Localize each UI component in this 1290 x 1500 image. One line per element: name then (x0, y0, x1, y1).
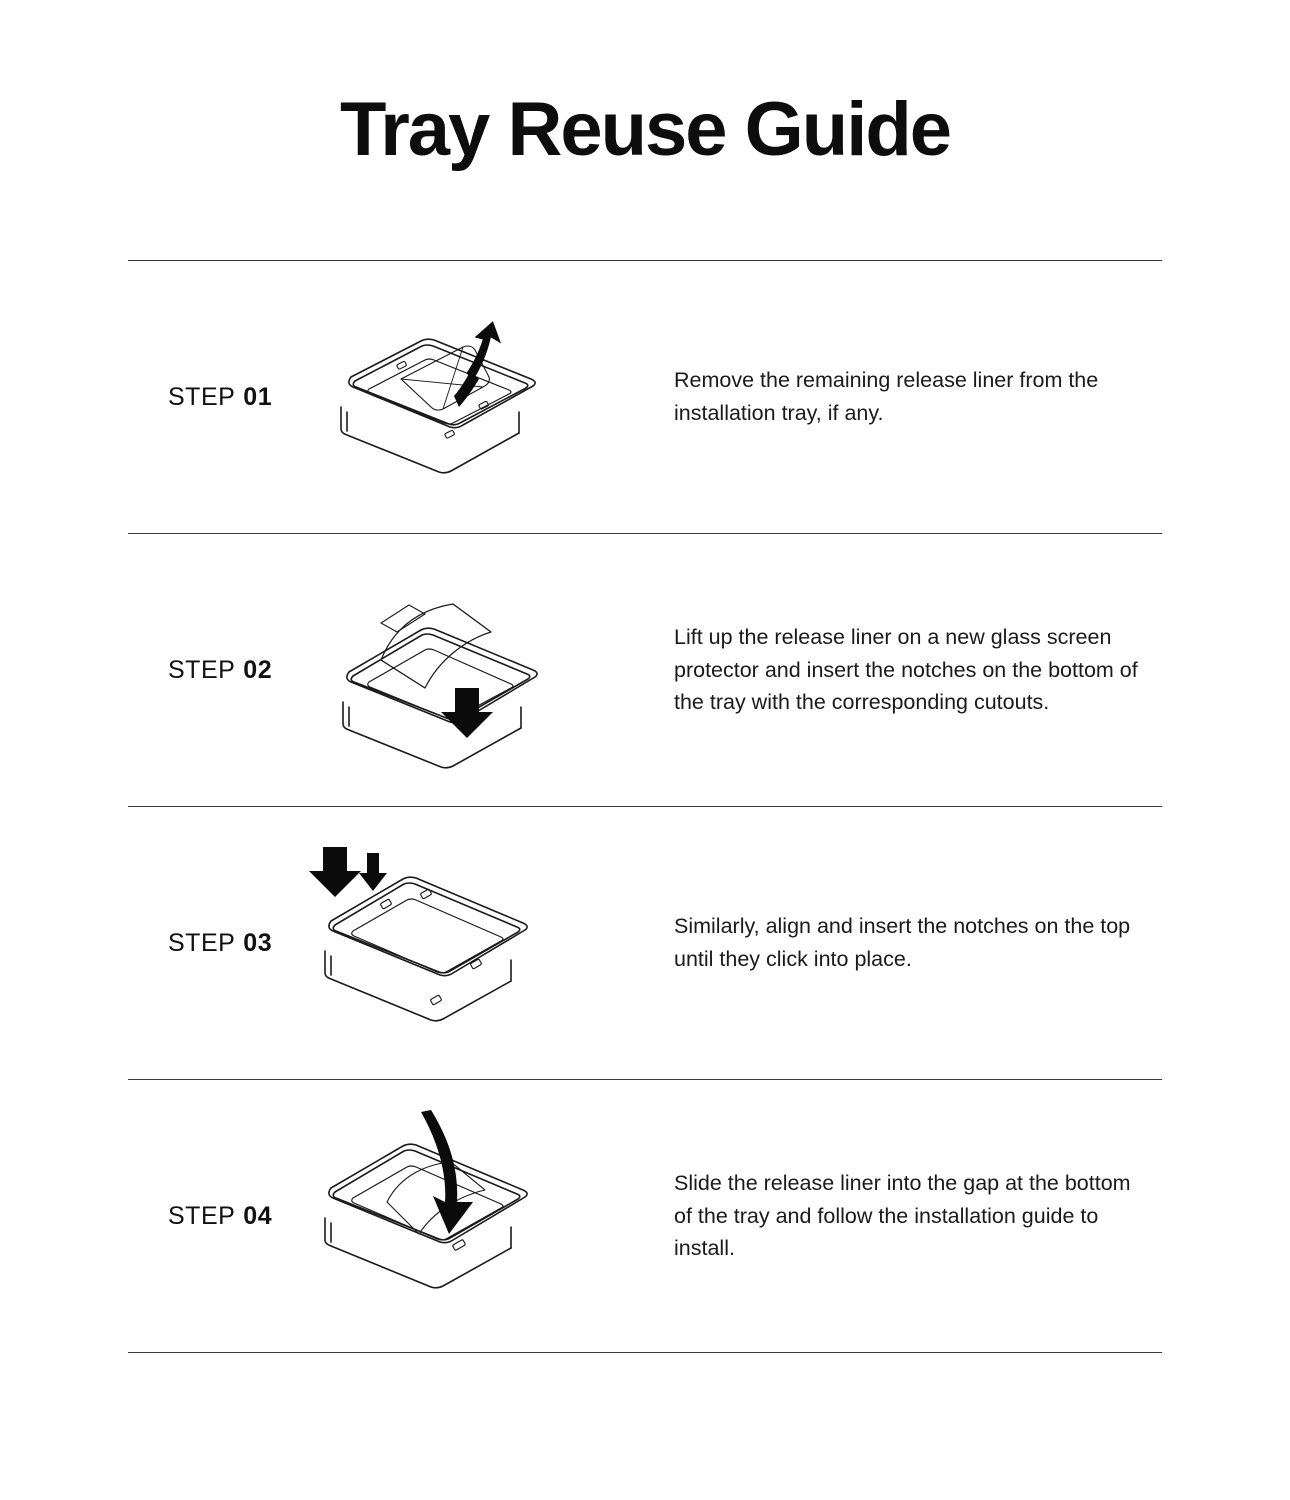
step-number: 03 (243, 928, 273, 957)
step-description (598, 1167, 1162, 1265)
step-description (598, 621, 1162, 719)
page-title: Tray Reuse Guide (339, 87, 951, 172)
step-description (598, 910, 1162, 975)
step-illustration (298, 1105, 598, 1335)
list-item (128, 534, 1162, 806)
tray-insert-top-notches-icon (303, 839, 593, 1059)
list-item (128, 807, 1162, 1079)
step-illustration (298, 555, 598, 785)
step-label (128, 656, 298, 685)
step-description-text: Remove the remaining release liner from the installation tray, if any. (674, 368, 1099, 425)
step-number: 02 (243, 655, 273, 684)
arrow-down-icon (441, 688, 493, 738)
step-label (128, 383, 298, 412)
step-label-word: STEP (168, 1201, 236, 1230)
step-label (128, 1202, 298, 1231)
step-label-word: STEP (168, 928, 236, 957)
step-illustration (298, 282, 598, 512)
step-label-word: STEP (168, 382, 236, 411)
steps-list (0, 260, 1290, 1353)
step-description-text: Slide the release liner into the gap at the bottom of the tray and follow the installation guide to install. (674, 1170, 1131, 1261)
step-illustration (298, 834, 598, 1064)
step-description (598, 364, 1162, 429)
step-label (128, 929, 298, 958)
divider (128, 1352, 1162, 1353)
arrow-down-icon (309, 847, 387, 897)
list-item (128, 261, 1162, 533)
step-number: 01 (243, 382, 273, 411)
step-description-text: Similarly, align and insert the notches on the top until they click into place. (674, 914, 1131, 971)
list-item (128, 1080, 1162, 1352)
step-number: 04 (243, 1201, 273, 1230)
step-label-word: STEP (168, 655, 236, 684)
tray-liner-peel-up-icon (303, 297, 593, 497)
tray-insert-bottom-notches-icon (303, 560, 593, 780)
step-description-text: Lift up the release liner on a new glass screen protector and insert the notches on the bottom of the tray with the corresponding cutouts. (674, 624, 1138, 715)
tray-slide-liner-into-gap-icon (303, 1110, 593, 1330)
